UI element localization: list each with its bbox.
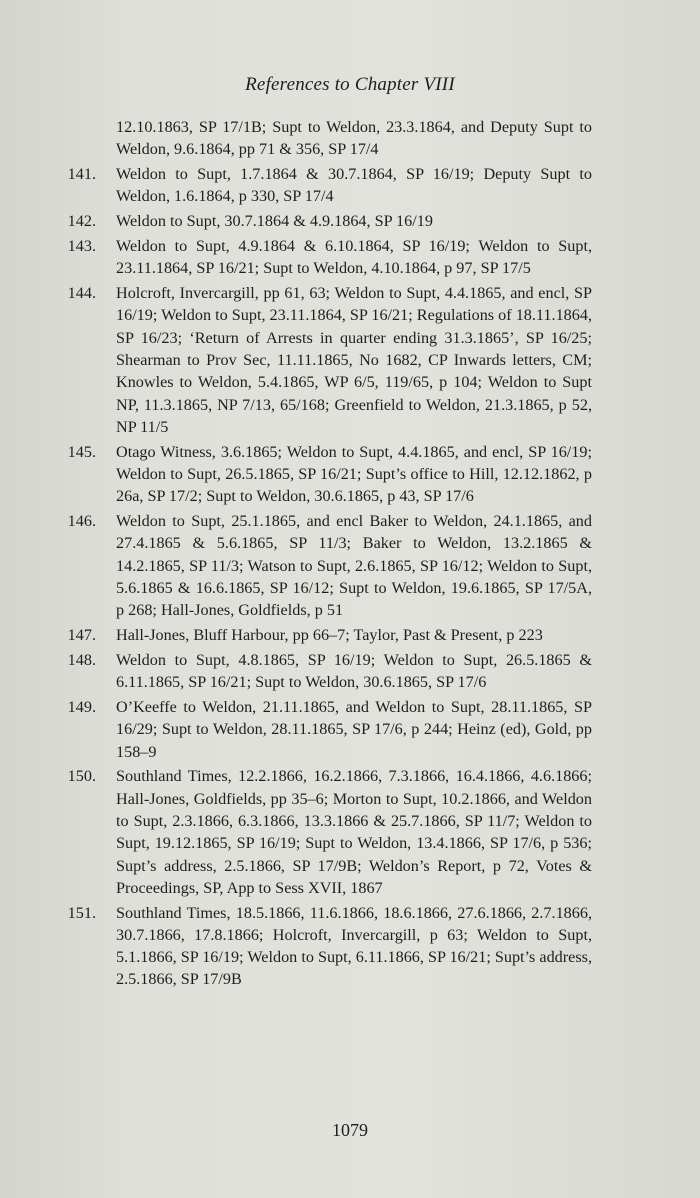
reference-text: Weldon to Supt, 4.8.1865, SP 16/19; Weldon to Supt, 26.5.1865 & 6.11.1865, SP 16/21; Supt to Weldon, 30.6.1865, SP 17/6 [116,650,592,692]
reference-number: 145. [67,442,96,461]
page-number: 1079 [332,1120,368,1140]
reference-text: Weldon to Supt, 4.9.1864 & 6.10.1864, SP 16/19; Weldon to Supt, 23.11.1864, SP 16/21; Supt to Weldon, 4.10.1864, p 97, SP 17/5 [116,236,592,278]
reference-item [60,441,592,508]
reference-number: 141. [67,165,96,184]
reference-number: 151. [67,903,96,922]
reference-text: Holcroft, Invercargill, pp 61, 63; Weldon to Supt, 4.4.1865, and encl, SP 16/19; Weldon to Supt, 23.11.1864, SP 16/21; Regulations of 18.11.1864, SP 16/23; ‘Return of Arrests in quarter ending 31.3.1865’, SP 16/25; Shearman to Prov Sec, 11.11.1865, No 1682, CP Inwards letters, CM; Knowles to Weldon, 5.4.1865, WP 6/5, 119/65, p 104; Weldon to Supt NP, 11.3.1865, NP 7/13, 65/168; Greenfield to Weldon, 21.3.1865, p 52, NP 11/5 [116,284,592,436]
reference-item [60,902,592,991]
reference-text: Southland Times, 12.2.1866, 16.2.1866, 7.3.1866, 16.4.1866, 4.6.1866; Hall-Jones, Goldfields, pp 35–6; Morton to Supt, 10.2.1866, and Weldon to Supt, 2.3.1866, 6.3.1866, 13.3.1866 & 25.7.1866, SP 11/7; Weldon to Supt, 19.12.1865, SP 16/19; Supt to Weldon, 13.4.1866, SP 17/6, p 536; Supt’s address, 2.5.1866, SP 17/9B; Weldon’s Report, p 72, Votes & Proceedings, SP, App to Sess XVII, 1867 [116,767,592,897]
reference-item [60,624,592,646]
reference-list [60,116,592,993]
reference-text: Hall-Jones, Bluff Harbour, pp 66–7; Taylor, Past & Present, p 223 [116,626,543,645]
reference-number: 142. [67,212,96,231]
reference-item [60,163,592,208]
reference-item [60,696,592,763]
reference-number: 143. [67,236,96,255]
reference-text: Weldon to Supt, 25.1.1865, and encl Baker to Weldon, 24.1.1865, and 27.4.1865 & 5.6.1865, SP 11/3; Baker to Weldon, 13.2.1865 & 14.2.1865, SP 11/3; Watson to Supt, 2.6.1865, SP 16/12; Weldon to Supt, 5.6.1865 & 16.6.1865, SP 16/12; Supt to Weldon, 19.6.1865, SP 17/5A, p 268; Hall-Jones, Goldfields, p 51 [116,512,592,620]
reference-item [60,282,592,438]
running-head: References to Chapter VIII [245,74,455,95]
reference-number: 150. [67,767,96,786]
reference-item [60,235,592,280]
reference-item [60,210,592,232]
reference-text: O’Keeffe to Weldon, 21.11.1865, and Weldon to Supt, 28.11.1865, SP 16/29; Supt to Weldon, 28.11.1865, SP 17/6, p 244; Heinz (ed), Gold, pp 158–9 [116,697,592,761]
reference-text: Weldon to Supt, 30.7.1864 & 4.9.1864, SP 16/19 [116,212,433,231]
reference-text: Otago Witness, 3.6.1865; Weldon to Supt, 4.4.1865, and encl, SP 16/19; Weldon to Supt, 26.5.1865, SP 16/21; Supt’s office to Hill, 12.12.1862, p 26a, SP 17/2; Supt to Weldon, 30.6.1865, p 43, SP 17/6 [116,442,592,506]
reference-item [60,116,592,161]
reference-number: 148. [67,650,96,669]
reference-text: Weldon to Supt, 1.7.1864 & 30.7.1864, SP 16/19; Deputy Supt to Weldon, 1.6.1864, p 330, SP 17/4 [116,165,592,206]
reference-item [60,765,592,899]
reference-number: 144. [67,284,96,303]
reference-text: Southland Times, 18.5.1866, 11.6.1866, 18.6.1866, 27.6.1866, 2.7.1866, 30.7.1866, 17.8.1866; Holcroft, Invercargill, p 63; Weldon to Supt, 5.1.1866, SP 16/19; Weldon to Supt, 6.11.1866, SP 16/21; Supt’s address, 2.5.1866, SP 17/9B [116,903,592,989]
reference-text: 12.10.1863, SP 17/1B; Supt to Weldon, 23.3.1864, and Deputy Supt to Weldon, 9.6.1864, pp 71 & 356, SP 17/4 [116,118,592,159]
reference-item [60,649,592,694]
reference-number: 146. [67,512,96,531]
reference-number: 147. [67,626,96,645]
reference-number: 149. [67,697,96,716]
reference-item [60,510,592,621]
